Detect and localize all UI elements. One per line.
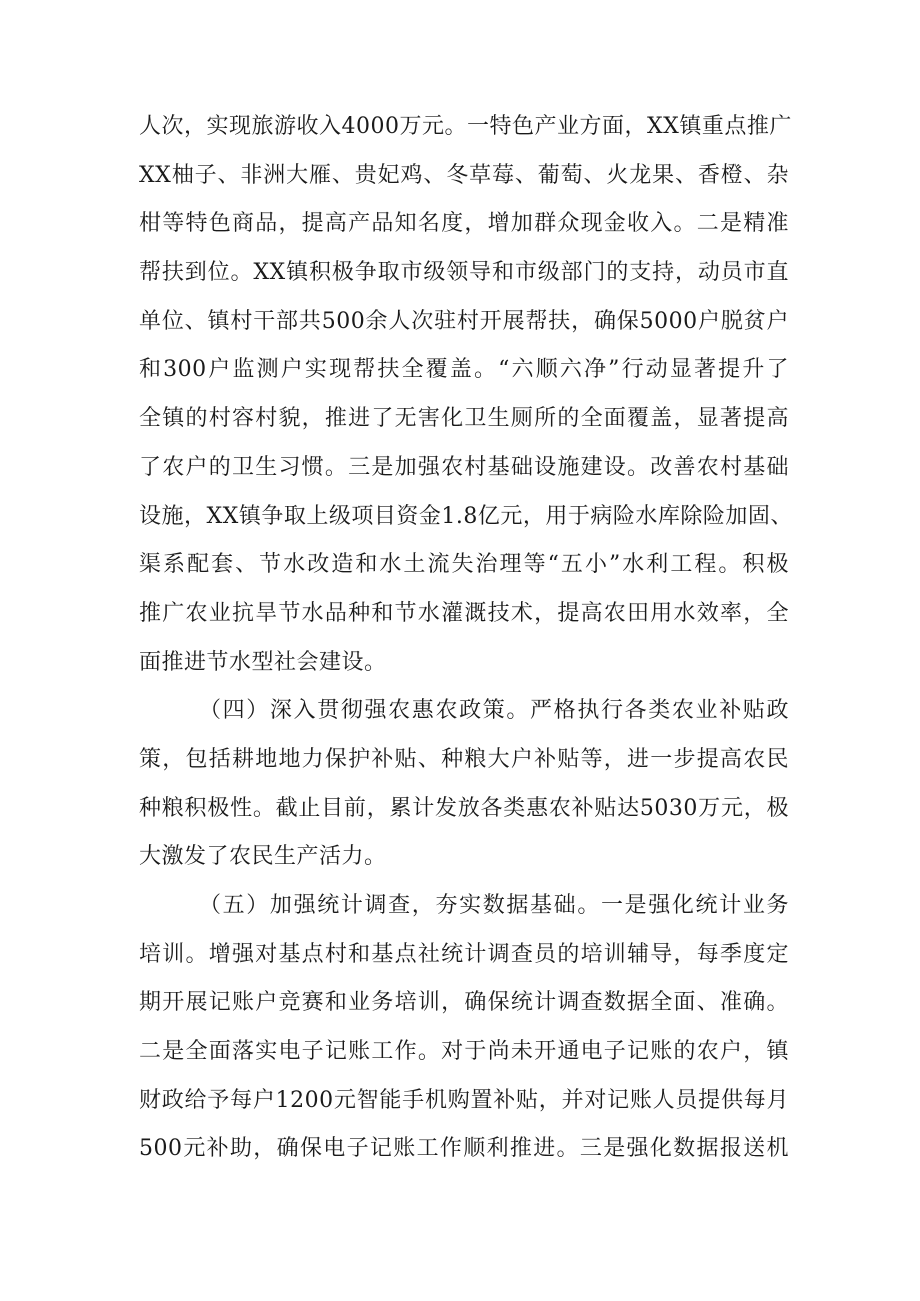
- text-line: 财政给予每户1200元智能手机购置补贴，并对记账人员提供每月: [139, 1087, 789, 1113]
- text-line: 500元补助，确保电子记账工作顺利推进。三是强化数据报送机: [139, 1136, 789, 1162]
- text-line: 种粮积极性。截止目前，累计发放各类惠农补贴达5030万元，极: [139, 795, 789, 821]
- text-line: 单位、镇村干部共500余人次驻村开展帮扶，确保5000户脱贫户: [139, 308, 789, 334]
- text-line: 了农户的卫生习惯。三是加强农村基础设施建设。改善农村基础: [139, 454, 789, 480]
- text-line: 大激发了农民生产活力。: [139, 844, 387, 870]
- text-line: 人次，实现旅游收入4000万元。一特色产业方面，XX镇重点推广: [139, 114, 792, 139]
- text-line: 柑等特色商品，提高产品知名度，增加群众现金收入。二是精准: [139, 211, 789, 237]
- text-line: 全镇的村容村貌，推进了无害化卫生厕所的全面覆盖，显著提高: [139, 406, 789, 432]
- text-line: 期开展记账户竞赛和业务培训，确保统计调查数据全面、准确。: [139, 990, 789, 1016]
- text-line: 推广农业抗旱节水品种和节水灌溉技术，提高农田用水效率，全: [139, 600, 789, 626]
- text-line: 和300户监测户实现帮扶全覆盖。“六顺六净”行动显著提升了: [139, 357, 789, 383]
- text-line: XX柚子、非洲大雁、贵妃鸡、冬草莓、葡萄、火龙果、香橙、杂: [139, 162, 789, 188]
- section-heading-line: （四）深入贯彻强农惠农政策。严格执行各类农业补贴政: [199, 698, 789, 724]
- text-line: 培训。增强对基点村和基点社统计调查员的培训辅导，每季度定: [139, 941, 789, 967]
- text-line: 面推进节水型社会建设。: [139, 649, 387, 675]
- text-line: 二是全面落实电子记账工作。对于尚未开通电子记账的农户，镇: [139, 1039, 789, 1065]
- text-line: 策，包括耕地地力保护补贴、种粮大户补贴等，进一步提高农民: [139, 746, 789, 772]
- text-line: 帮扶到位。XX镇积极争取市级领导和市级部门的支持，动员市直: [139, 260, 789, 286]
- text-line: 渠系配套、节水改造和水土流失治理等“五小”水利工程。积极: [139, 552, 789, 578]
- document-body: [139, 103, 793, 1174]
- section-heading-line: （五）加强统计调查，夯实数据基础。一是强化统计业务: [199, 893, 789, 918]
- text-line: 设施，XX镇争取上级项目资金1.8亿元，用于病险水库除险加固、: [139, 503, 793, 529]
